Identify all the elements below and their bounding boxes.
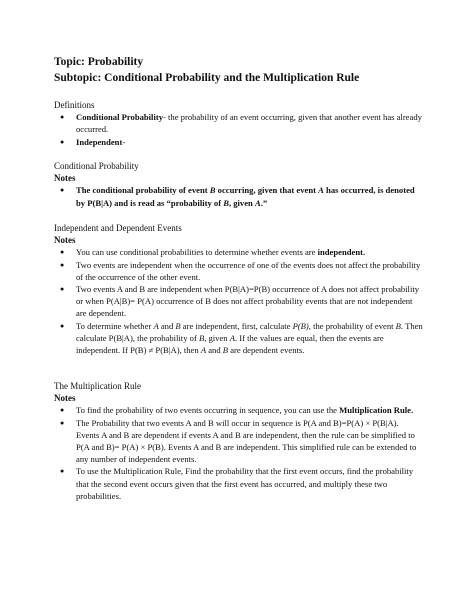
multiplication-note: ● To use the Multiplication Rule, Find the probability that the first event occurs, find the probability that the second event occurs given that the first event has occurred, and multiply these two probabilities. [54, 465, 424, 502]
conditional-heading: Conditional Probability [54, 161, 139, 171]
conditional-note: ● The conditional probability of event B occurring, given that event A has occurred, is denoted by P(B|A) and is read as “probability of B, given A.” [54, 184, 424, 208]
independent-note: ● Two events are independent when the occurrence of one of the events does not affect the probability of the occurrence of the other event. [54, 259, 424, 283]
notes-label: Notes [54, 235, 76, 246]
independent-dependent-section [54, 222, 424, 356]
independent-note: ● You can use conditional probabilities to determine whether events are independent. [54, 246, 424, 258]
independent-heading: Independent and Dependent Events [54, 223, 182, 233]
definition-term: Independent [76, 136, 123, 147]
multiplication-note: ● The Probability that two events A and B will occur in sequence is P(A and B)=P(A) × P(B|A). Events A and B are dependent if events A and B are independent, then the rule can be simplified to P(A and B)= P(A) × P(B). Events A and B are independent. This simplified rule can be extended to any number of independent events. [54, 417, 424, 466]
definition-text: - the probability of an event occurring, given that another event has already occurred. [76, 112, 422, 135]
multiplication-heading: The Multiplication Rule [54, 381, 141, 391]
multiplication-rule-section [54, 380, 424, 502]
conditional-probability-section [54, 160, 424, 209]
topic-title: Topic: Probability [54, 56, 144, 68]
independent-note: ● To determine whether A and B are independent, first, calculate P(B), the probability of event B. Then calculate P(B|A), the probability of B, given A. If the values are equal, then the events are independent. If P(B) ≠ P(B|A), then A and B are dependent events. [54, 320, 424, 357]
definitions-list [54, 111, 424, 148]
independent-note: ● Two events A and B are independent when P(B|A)=P(B) occurrence of A does not affect probability or when P(A|B)= P(A) occurrence of B does not affect probability events that are not independent are dependent. [54, 283, 424, 320]
notes-label: Notes [54, 393, 76, 404]
independent-notes-list [54, 246, 424, 356]
notes-label: Notes [54, 173, 76, 184]
subtopic-title: Subtopic: Conditional Probability and the Multiplication Rule [54, 72, 360, 84]
multiplication-note: ● To find the probability of two events occurring in sequence, you can use the Multiplication Rule. [54, 404, 424, 416]
definitions-heading: Definitions [54, 100, 95, 110]
definition-term: Conditional Probability [76, 112, 163, 123]
definition-item [54, 136, 424, 148]
definition-item [54, 111, 424, 135]
definitions-section [54, 99, 424, 148]
multiplication-notes-list [54, 404, 424, 502]
definition-text: - [122, 136, 126, 147]
conditional-notes-list [54, 184, 424, 208]
